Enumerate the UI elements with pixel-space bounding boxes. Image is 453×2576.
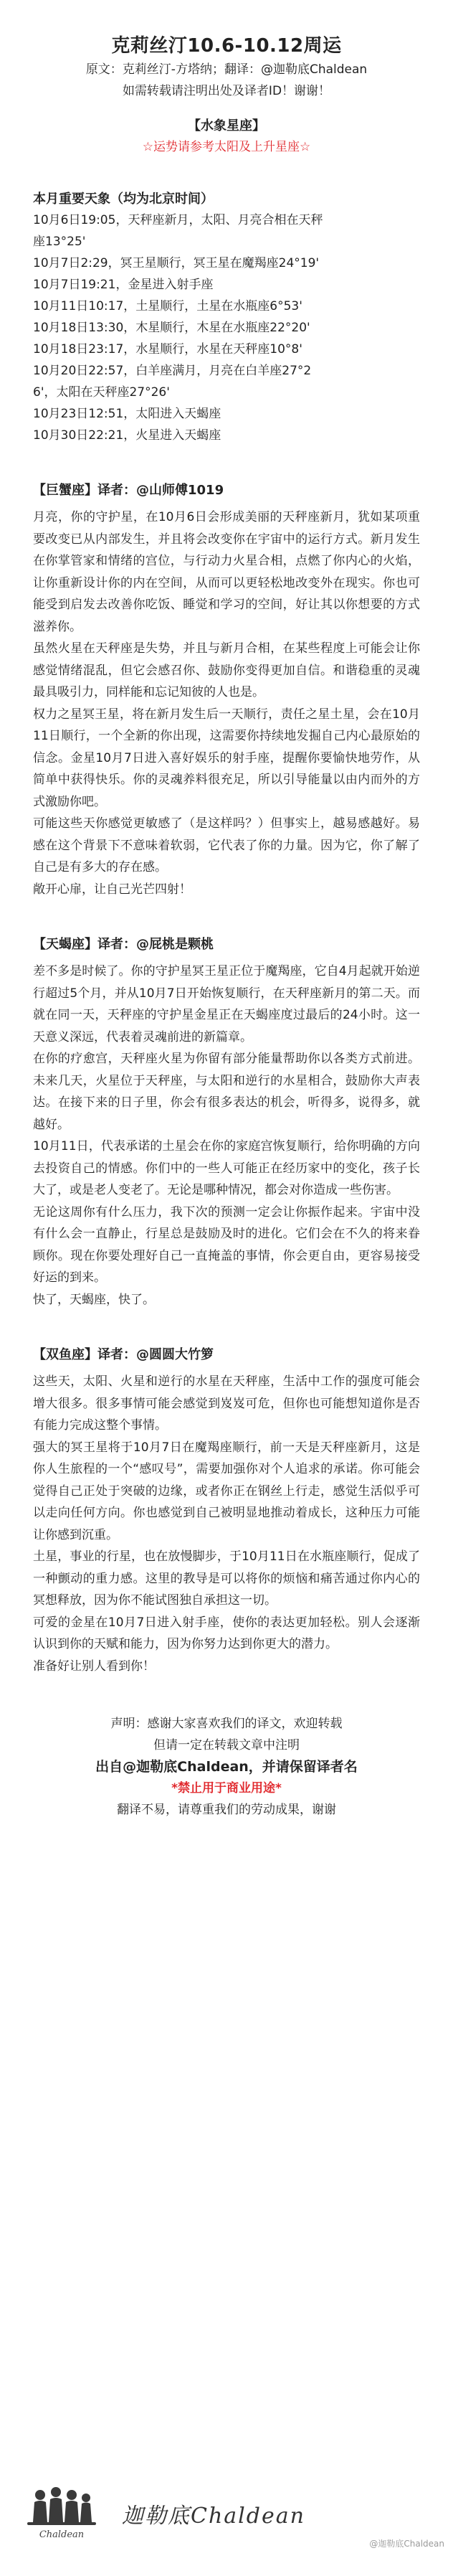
sky-event-line: 10月23日12:51，太阳进入天蝎座	[33, 407, 221, 421]
repost-notice: 如需转载请注明出处及译者ID！谢谢！	[122, 84, 331, 98]
brand-banner	[0, 2475, 453, 2554]
brand-name: 迦勒底Chaldean	[122, 2504, 305, 2529]
credit-line: 原文：克莉丝汀-方塔纳；翻译：@迦勒底Chaldean	[85, 62, 368, 77]
sign-section-scorpio	[33, 935, 420, 1311]
footer-commercial-ban: *禁止用于商业用途*	[171, 1781, 282, 1796]
paragraph: 这些天，太阳、火星和逆行的水星在天秤座，生活中工作的强度可能会增大很多。很多事情可能会感觉到岌岌可危，但你也可能想知道你是否有能力完成这整个事情。	[33, 1374, 420, 1433]
sky-events-heading: 本月重要天象（均为北京时间）	[33, 192, 214, 207]
sky-event-line: 10月20日22:57，白羊座满月，月亮在白羊座27°2	[33, 364, 312, 378]
paragraph: 月亮，你的守护星，在10月6日会形成美丽的天秤座新月，犹如某项重要改变已从内部发生，并且将会改变你在宇宙中的运行方式。新月发生在你掌管家和情绪的宫位，与行动力火星合相，点燃了你内心的火焰，让你重新设计你的内在空间，从而可以更轻松地改变外在现实。你也可能受到启发去改善你吃饭、睡觉和学习的空间，好让其以你想要的方式滋养你。	[33, 510, 420, 634]
footer-line: 翻译不易，请尊重我们的劳动成果，谢谢	[117, 1803, 336, 1817]
sky-events-section	[33, 189, 420, 446]
footer-line: 声明：感谢大家喜欢我们的译文，欢迎转载	[110, 1717, 343, 1731]
paragraph: 虽然火星在天秤座是失势，并且与新月合相，在某些程度上可能会让你感觉情绪混乱，但它会感召你、鼓励你变得更加自信。和谐稳重的灵魂最具吸引力，同样能和忘记知彼的人也是。	[33, 641, 420, 699]
sky-event-line: 10月7日19:21，金星进入射手座	[33, 278, 214, 292]
sky-event-line: 座13°25'	[33, 235, 86, 249]
page-title: 克莉丝汀10.6-10.12周运	[111, 35, 342, 57]
sky-event-line: 10月18日13:30，木星顺行，木星在水瓶座22°20'	[33, 321, 310, 335]
sign-section-cancer	[33, 481, 420, 900]
figures-logo-icon	[19, 2482, 105, 2532]
paragraph: 可爱的金星在10月7日进入射手座，使你的表达更加轻松。别人会逐渐认识到你的天赋和能力，因为你努力达到你更大的潜力。	[33, 1615, 420, 1651]
sky-event-line: 6'，太阳在天秤座27°26'	[33, 385, 170, 400]
chaldean-logo	[19, 2482, 105, 2547]
footer-credit: 出自@迦勒底Chaldean，并请保留译者名	[95, 1759, 358, 1775]
paragraph: 可能这些天你感觉更敏感了（是这样吗？）但事实上，越易感越好。易感在这个背景下不意味着软弱，它代表了你的力量。因为它，你了解了自己是有多大的存在感。	[33, 816, 420, 874]
sign-section-pisces	[33, 1345, 420, 1677]
paragraph: 快了，天蝎座，快了。	[33, 1292, 155, 1307]
paragraph: 土星，事业的行星，也在放慢脚步，于10月11日在水瓶座顺行，促成了一种颤动的重力感。这里的教导是可以将你的烦恼和痛苦通过你内心的冥想释放，因为你不能试图独自承担这一切。	[33, 1549, 420, 1608]
paragraph: 敞开心扉，让自己光芒四射！	[33, 882, 191, 897]
reference-notice: ☆运势请参考太阳及上升星座☆	[142, 140, 311, 154]
logo-label: Chaldean	[39, 2529, 85, 2540]
element-label: 【水象星座】	[188, 118, 265, 133]
paragraph: 准备好让别人看到你！	[33, 1659, 155, 1674]
watermark: @迦勒底Chaldean	[369, 2539, 444, 2549]
paragraph: 无论这周你有什么压力，我下次的预测一定会让你振作起来。宇宙中没有什么会一直静止，行星总是鼓励及时的进化。它们会在不久的将来眷顾你。现在你要处理好自己一直掩盖的事情，你会更自由，更容易接受好运的到来。	[33, 1204, 420, 1285]
paragraph: 差不多是时候了。你的守护星冥王星正位于魔羯座，它自4月起就开始逆行超过5个月，并从10月7日开始恢复顺行，在天秤座新月的第二天。而就在同一天，天秤座的守护星金星正在天蝎座度过最后的24小时。这一天意义深远，代表着灵魂前进的新篇章。	[33, 964, 420, 1044]
sign-heading-cancer: 【巨蟹座】译者：@山师傅1019	[33, 483, 224, 498]
sky-event-line: 10月7日2:29，冥王星顺行，冥王星在魔羯座24°19'	[33, 256, 320, 270]
sign-heading-pisces: 【双鱼座】译者：@圆圆大竹箩	[33, 1347, 214, 1362]
paragraph: 在你的疗愈宫，天秤座火星为你留有部分能量帮助你以各类方式前进。未来几天，火星位于天秤座，与太阳和逆行的水星相合，鼓励你大声表达。在接下来的日子里，你会有很多表达的机会，听得多，说得多，就越好。	[33, 1052, 420, 1132]
paragraph: 强大的冥王星将于10月7日在魔羯座顺行，前一天是天秤座新月，这是你人生旅程的一个“感叹号”，需要加强你对个人追求的承诺。你可能会觉得自己正处于突破的边缘，或者你正在钢丝上行走，感觉生活似乎可以走向任何方向。你也感觉到自己被明显地推动着成长，这种压力可能让你感到沉重。	[33, 1440, 420, 1542]
sky-event-line: 10月11日10:17，土星顺行，土星在水瓶座6°53'	[33, 299, 302, 313]
paragraph: 10月11日，代表承诺的土星会在你的家庭宫恢复顺行，给你明确的方向去投资自己的情感。你们中的一些人可能正在经历家中的变化，孩子长大了，或是老人变老了。无论是哪种情况，都会对你造成一些伤害。	[33, 1139, 420, 1197]
sky-event-line: 10月18日23:17，水星顺行，水星在天秤座10°8'	[33, 342, 302, 357]
sign-heading-scorpio: 【天蝎座】译者：@屁桃是颗桃	[33, 937, 214, 952]
sky-event-line: 10月30日22:21，火星进入天蝎座	[33, 428, 221, 443]
paragraph: 权力之星冥王星，将在新月发生后一天顺行，责任之星土星，会在10月11日顺行，一个全新的你出现，这需要你持续地发掘自己内心最原始的信念。金星10月7日进入喜好娱乐的射手座，提醒你要愉快地劳作，从简单中获得快乐。你的灵魂养料很充足，所以引导能量以由内而外的方式激励你吧。	[33, 707, 420, 809]
sky-event-line: 10月6日19:05，天秤座新月，太阳、月亮合相在天秤	[33, 213, 323, 227]
footer-line: 但请一定在转载文章中注明	[153, 1738, 300, 1752]
footer-statement	[33, 1713, 420, 1821]
